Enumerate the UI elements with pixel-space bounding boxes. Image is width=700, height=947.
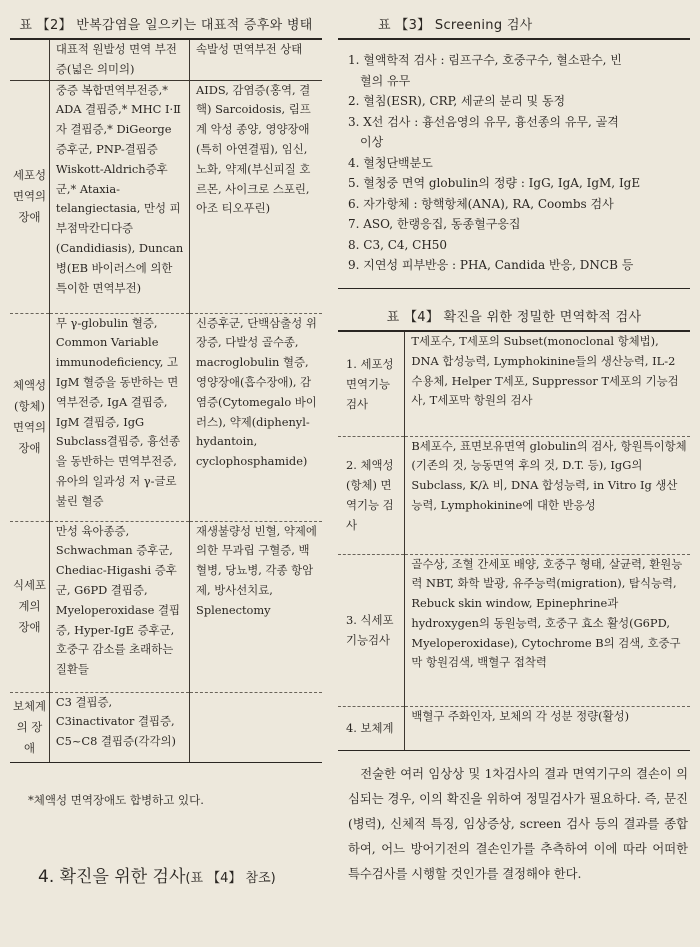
table2-footnote: *체액성 면역장애도 합병하고 있다. <box>28 793 204 807</box>
row-primary: C3 결핍증, C3inactivator 결핍증, C5~C8 결핍증(각각의) <box>49 692 189 762</box>
row-label: 보체계 의 장애 <box>10 692 49 762</box>
table-row <box>10 692 322 762</box>
row-label: 식세포 계의 장애 <box>10 521 49 692</box>
row-text: B세포수, 표면보유면역 globulin의 검사, 항원특이항체(기존의 것, 능동면역 후의 것, D.T. 등), IgG의 Subclass, K/λ 비, DNA 합성능력, in Vitro Ig 생산능력, Lymphokinine에 대한 반응성 <box>405 436 690 554</box>
table4-caption: 표 【4】 확진을 위한 정밀한 면역학적 검사 <box>386 310 642 325</box>
row-secondary: 신증후군, 단백삼출성 위장증, 다발성 골수종, macroglobulin 혈증, 영양장애(흡수장애), 감염증(Cytomegalo 바이러스), 약제(diphenyl-hydantoin, cyclophosphamide) <box>190 313 322 521</box>
table-row <box>10 80 322 313</box>
row-primary: 만성 육아종증, Schwachman 증후군, Chediac-Higashi 증후군, G6PD 결핍증, Myeloperoxidase 결핍증, Hyper-IgE 증후군, 호중구 감소를 초래하는 질환들 <box>49 521 189 692</box>
list-item: 3. X선 검사 : 흉선음영의 유무, 흉선종의 유무, 골격 <box>348 114 619 129</box>
table-row <box>10 313 322 521</box>
row-text: 골수상, 조혈 간세포 배양, 호중구 형태, 살균력, 환원능력 NBT, 화학 발광, 유주능력(migration), 탐식능력, Rebuck skin window, Epinephrine과 hydroxygen의 동원능력, 호중구 효소 활성(G6PD, Myeloperoxidase), Cytochrome B의 검색, 호중구막 항원검색, 백혈구 접착력 <box>405 554 690 706</box>
list-item: 혈의 유무 <box>360 73 411 88</box>
table-row <box>338 554 690 706</box>
list-item: 5. 혈청중 면역 globulin의 정량 : IgG, IgA, IgM, IgE <box>348 176 641 190</box>
body-paragraph: 전술한 여러 임상상 및 1차검사의 결과 면역기구의 결손이 의심되는 경우, 이의 확진을 위하여 정밀검사가 필요하다. 즉, 문진(병력), 신체적 특징, 임상증상, screen 검사 등의 결과를 종합하여, 어느 방어기전의 결손인가를 추측하여 이에 따라 어떠한 특수검사를 시행할 것인가를 결정해야 한다. <box>348 767 688 881</box>
table-row <box>10 521 322 692</box>
table-row <box>338 332 690 436</box>
table3-top-rule <box>338 38 690 40</box>
row-text: 백혈구 주화인자, 보체의 각 성분 정량(활성) <box>405 706 690 750</box>
table3-caption: 표 【3】 Screening 검사 <box>378 18 533 33</box>
row-secondary: AIDS, 감염증(홍역, 결핵) Sarcoidosis, 림프계 악성 종양, 영양장애(특히 아연결핍), 임신, 노화, 약제(부신피질 호르몬, 사이크로 스포린, 아조 티오푸린) <box>190 80 322 313</box>
section-heading <box>38 862 276 887</box>
table2-header-col2: 속발성 면역부전 상태 <box>190 40 322 80</box>
list-item: 4. 혈청단백분도 <box>348 155 433 170</box>
row-secondary <box>190 692 322 762</box>
list-item: 6. 자가항체 : 항핵항체(ANA), RA, Coombs 검사 <box>348 196 614 211</box>
list-item: 9. 지연성 피부반응 : PHA, Candida 반응, DNCB 등 <box>348 258 634 272</box>
list-item: 2. 혈침(ESR), CRP, 세균의 분리 및 동정 <box>348 94 566 108</box>
table-row <box>338 436 690 554</box>
row-primary: 중증 복합면역부전증,* ADA 결핍증,* MHC Ⅰ·Ⅱ자 결핍증,* DiGeorge 증후군, PNP-결핍증 Wiskott-Aldrich증후군,* Ataxia-telangiectasia, 만성 피부점막칸디다증(Candidiasis), Duncan병(EB 바이러스에 의한 특이한 면역부전) <box>49 80 189 313</box>
row-label: 체액성 (항체) 면역의 장애 <box>10 313 49 521</box>
table4 <box>338 332 690 751</box>
table2-header-col1: 대표적 원발성 면역 부전증(넓은 의미의) <box>49 40 189 80</box>
list-item: 1. 혈액학적 검사 : 림프구수, 호중구수, 혈소판수, 빈 <box>348 53 622 67</box>
row-label: 4. 보체계 <box>338 706 405 750</box>
table2-caption: 표 【2】 반복감염을 일으키는 대표적 증후와 병태 <box>19 18 313 33</box>
table3-list <box>348 50 688 276</box>
table-row <box>338 706 690 750</box>
row-label: 1. 세포성 면역기능 검사 <box>338 332 405 436</box>
row-label: 2. 체액성 (항체) 면역기능 검사 <box>338 436 405 554</box>
list-item: 8. C3, C4, CH50 <box>348 237 448 252</box>
row-label: 세포성 면역의 장애 <box>10 80 49 313</box>
section-ref: (표 【4】 참조) <box>185 871 276 886</box>
section-title: 4. 확진을 위한 검사 <box>38 867 186 887</box>
table2 <box>10 40 322 763</box>
row-secondary: 재생불량성 빈혈, 약제에 의한 무과립 구혈증, 백혈병, 당뇨병, 각종 항암제, 방사선치료, Splenectomy <box>190 521 322 692</box>
list-item: 7. ASO, 한랭응집, 동종혈구응집 <box>348 217 521 231</box>
table3-bottom-rule <box>338 288 690 289</box>
list-item: 이상 <box>360 135 384 149</box>
row-primary: 무 γ-globulin 혈증, Common Variable immunodeficiency, 고 IgM 혈증을 동반하는 면역부전증, IgA 결핍증, IgM 결핍증, IgG Subclass결핍증, 흉선종을 동반하는 면역부전증, 유아의 일과성 저 γ-글로불린 혈증 <box>49 313 189 521</box>
table2-header-row <box>10 40 322 80</box>
row-text: T세포수, T세포의 Subset(monoclonal 항체법), DNA 합성능력, Lymphokinine들의 생산능력, IL-2 수용체, Helper T세포, Suppressor T세포의 기능검사, T세포막 항원의 검사 <box>405 332 690 436</box>
row-label: 3. 식세포 기능검사 <box>338 554 405 706</box>
